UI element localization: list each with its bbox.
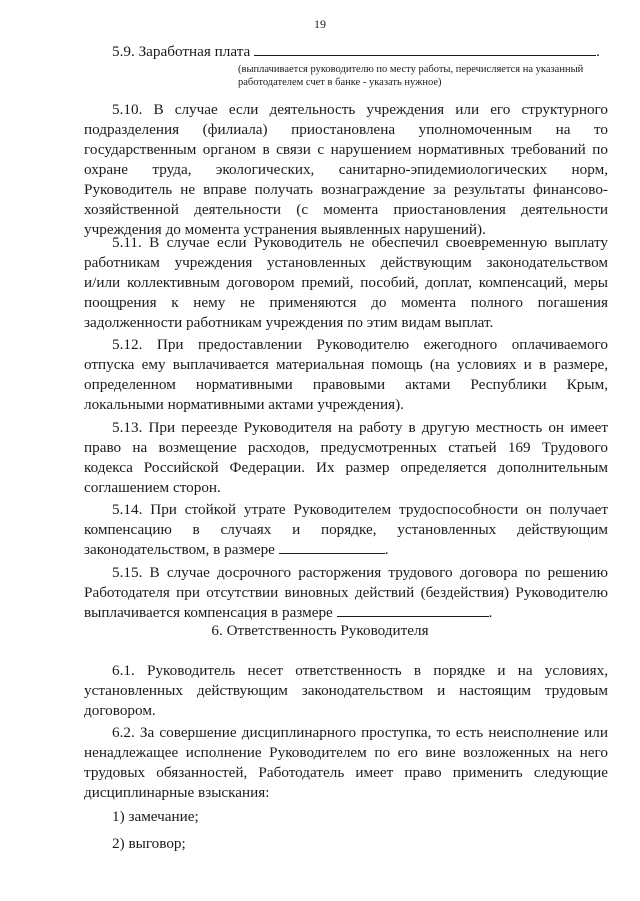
compensation-blank-line — [279, 541, 385, 554]
paragraph-6-2-line: трудовых обязанностей, Работодатель имеет право применить следующие — [84, 764, 608, 781]
paragraph-5-10-line: государственным органом в связи с нарушением нормативных требований по — [84, 141, 608, 158]
paragraph-5-11-line: задолженности работникам учреждения по этим видам выплат. — [84, 314, 494, 331]
paragraph-5-10-line: хозяйственной деятельности (с момента приостановления деятельности — [84, 201, 608, 218]
paragraph-5-10-line: охране труда, экологических, санитарно-эпидемиологических норм, — [84, 161, 608, 178]
paragraph-5-12-line: отпуска ему выплачивается материальная помощь (на условиях и в размере, — [84, 356, 608, 373]
salary-note-line-1: (выплачивается руководителю по месту работы, перечисляется на указанный — [238, 64, 584, 75]
paragraph-6-1-line: установленных действующим законодательством и настоящим трудовым — [84, 682, 608, 699]
paragraph-5-12-line: локальными нормативными актами учреждения). — [84, 396, 404, 413]
list-item: 1) замечание; — [112, 808, 199, 825]
paragraph-5-15-line: 5.15. В случае досрочного расторжения трудового договора по решению — [112, 564, 608, 581]
paragraph-5-14-text: законодательством, в размере — [84, 541, 275, 558]
paragraph-5-14-line: 5.14. При стойкой утрате Руководителем трудоспособности он получает — [112, 501, 608, 518]
paragraph-5-9-end: . — [596, 43, 600, 60]
early-termination-blank-line — [337, 604, 489, 617]
section-title: 6. Ответственность Руководителя — [211, 622, 429, 639]
paragraph-6-2-line: дисциплинарные взыскания: — [84, 784, 270, 801]
paragraph-5-14-end: . — [384, 541, 389, 558]
salary-note-line-2: работодателем счет в банке - указать нужное) — [238, 77, 442, 88]
paragraph-5-13-line: 5.13. При переезде Руководителя на работу в другую местность он имеет — [112, 419, 608, 436]
paragraph-5-15-end: . — [488, 604, 493, 621]
paragraph-5-13-line: кодекса Российской Федерации. Их размер определяется дополнительным — [84, 459, 608, 476]
paragraph-5-9-text: 5.9. Заработная плата — [112, 43, 251, 60]
paragraph-5-15-text: выплачивается компенсация в размере — [84, 604, 333, 621]
paragraph-5-15-line — [84, 603, 608, 623]
paragraph-5-13-line: соглашением сторон. — [84, 479, 221, 496]
paragraph-5-12-line: определенном нормативными правовыми актами Республики Крым, — [84, 376, 608, 393]
paragraph-6-1-line: договором. — [84, 702, 156, 719]
page-number: 19 — [314, 17, 326, 31]
paragraph-5-11-line: 5.11. В случае если Руководитель не обеспечил своевременную выплату — [112, 234, 608, 251]
paragraph-6-2-line: 6.2. За совершение дисциплинарного проступка, то есть неисполнение или — [112, 724, 608, 741]
paragraph-5-10-line: учреждения до момента устранения выявленных нарушений). — [84, 221, 486, 238]
salary-blank-line — [254, 43, 596, 56]
paragraph-5-11-line: работникам учреждения установленных действующим законодательством — [84, 254, 608, 271]
paragraph-5-15-line: Работодателя при отсутствии виновных действий (бездействия) Руководителю — [84, 584, 608, 601]
paragraph-5-9 — [112, 42, 608, 62]
paragraph-5-12-line: 5.12. При предоставлении Руководителю ежегодного оплачиваемого — [112, 336, 608, 353]
paragraph-5-10-line: подразделения (филиала) приостановлена уполномоченным на то — [84, 121, 608, 138]
paragraph-5-14-line: компенсацию в случаях и порядке, установленных действующим — [84, 521, 608, 538]
paragraph-5-11-line: поощрения к нему не применяются до момента полного погашения — [84, 294, 608, 311]
paragraph-6-2-line: ненадлежащее исполнение Руководителем по его вине возложенных на него — [84, 744, 608, 761]
list-item: 2) выговор; — [112, 835, 186, 852]
paragraph-5-14-line — [84, 540, 608, 560]
paragraph-5-10-line: 5.10. В случае если деятельность учреждения или его структурного — [112, 101, 608, 118]
paragraph-5-10-line: Руководитель не вправе получать вознаграждение за результаты финансово- — [84, 181, 608, 198]
paragraph-5-13-line: право на возмещение расходов, предусмотренных статьей 169 Трудового — [84, 439, 608, 456]
paragraph-5-11-line: и/или коллективным договором премий, пособий, доплат, компенсаций, меры — [84, 274, 608, 291]
paragraph-6-1-line: 6.1. Руководитель несет ответственность в порядке и на условиях, — [112, 662, 608, 679]
